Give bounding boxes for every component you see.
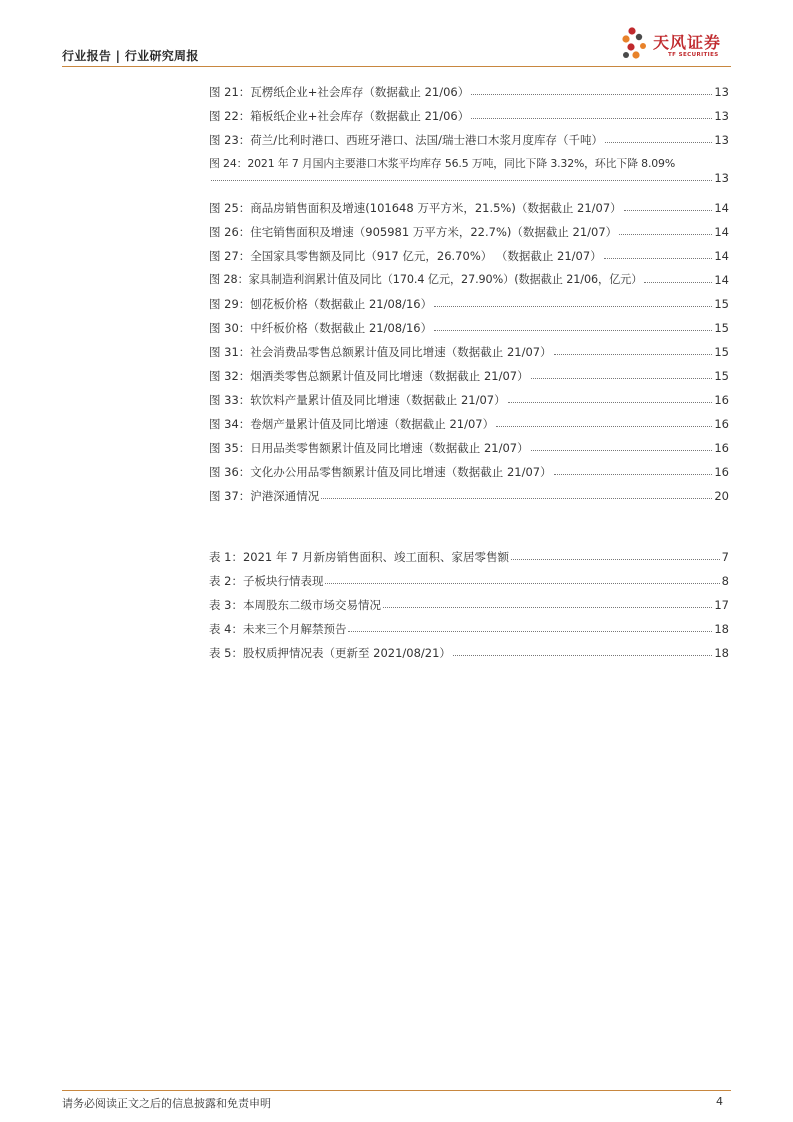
toc-entry-page: 14 (714, 249, 729, 263)
toc-entry-label: 图 35：日用品类零售额累计值及同比增速（数据截止 21/07） (209, 441, 529, 455)
toc-entry-label: 图 25：商品房销售面积及增速(101648 万平方米，21.5%)（数据截止 21/07） (209, 201, 622, 215)
dot-leader (496, 426, 712, 427)
toc-entry[interactable] (209, 123, 729, 147)
toc-entry-page: 14 (714, 225, 729, 239)
dot-leader (508, 402, 713, 403)
toc-entry-label: 图 23：荷兰/比利时港口、西班牙港口、法国/瑞士港口木浆月度库存（千吨） (209, 133, 604, 147)
toc-entry[interactable] (209, 263, 729, 287)
toc-entry[interactable] (209, 588, 729, 612)
logo-petal (636, 34, 642, 40)
toc-entry-label: 图 33：软饮料产量累计值及同比增速（数据截止 21/07） (209, 393, 506, 407)
toc-entry[interactable] (209, 455, 729, 479)
dot-leader (511, 559, 720, 560)
toc-entry[interactable] (209, 215, 729, 239)
page-number: 4 (716, 1095, 723, 1108)
figure-list (209, 75, 729, 503)
toc-entry[interactable] (209, 335, 729, 359)
toc-entry-page: 20 (714, 489, 729, 503)
toc-entry-label: 图 26：住宅销售面积及增速（905981 万平方米，22.7%)（数据截止 21/07） (209, 225, 618, 239)
toc-entry[interactable] (209, 479, 729, 503)
toc-entry-page: 16 (714, 417, 729, 431)
toc-entry-page: 17 (714, 598, 729, 612)
toc-entry-page: 15 (714, 297, 729, 311)
toc-entry-page: 13 (714, 171, 729, 185)
toc-entry[interactable] (209, 99, 729, 123)
toc-entry[interactable] (209, 612, 729, 636)
dot-leader (624, 210, 713, 211)
dot-leader (453, 655, 712, 656)
toc-entry-page: 13 (714, 85, 729, 99)
toc-entry[interactable] (209, 147, 729, 171)
logo-petal (622, 35, 629, 42)
toc-entry-page: 8 (721, 574, 729, 588)
dot-leader (325, 583, 719, 584)
dot-leader (619, 234, 712, 235)
toc-entry-page: 13 (714, 109, 729, 123)
toc-entry-label: 表 2：子板块行情表现 (209, 574, 324, 588)
toc-entry-page: 15 (714, 345, 729, 359)
toc-entry-page: 16 (714, 465, 729, 479)
toc-entry[interactable] (209, 407, 729, 431)
toc-entry-page: 13 (714, 133, 729, 147)
toc-entry-label: 表 1：2021 年 7 月新房销售面积、竣工面积、家居零售额 (209, 550, 510, 564)
toc-entry-label: 图 24：2021 年 7 月国内主要港口木浆平均库存 56.5 万吨，同比下降 3.32%，环比下降 8.09% (209, 157, 676, 170)
toc-entry-continuation[interactable] (209, 171, 729, 191)
logo-petal (640, 43, 646, 49)
toc-entry[interactable] (209, 383, 729, 407)
dot-leader (531, 450, 713, 451)
logo-petal (632, 51, 639, 58)
dot-leader (554, 474, 713, 475)
toc-entry-page: 18 (714, 646, 729, 660)
toc-entry[interactable] (209, 431, 729, 455)
dot-leader (531, 378, 713, 379)
dot-leader (434, 330, 712, 331)
footer-divider (62, 1090, 731, 1091)
toc-entry[interactable] (209, 287, 729, 311)
logo-chinese-name: 天风证券 (653, 33, 722, 52)
logo-petal (627, 43, 634, 50)
toc-entry-label: 图 28：家具制造利润累计值及同比（170.4 亿元，27.90%）(数据截止 21/06，亿元） (209, 273, 643, 286)
toc-entry-label: 图 32：烟酒类零售总额累计值及同比增速（数据截止 21/07） (209, 369, 529, 383)
toc-entry[interactable] (209, 359, 729, 383)
toc-entry-page: 15 (714, 321, 729, 335)
toc-entry-label: 表 3：本周股东二级市场交易情况 (209, 598, 381, 612)
toc-entry-page: 16 (714, 441, 729, 455)
toc-entry-page: 14 (714, 201, 729, 215)
logo-petal (623, 52, 629, 58)
toc-entry[interactable] (209, 311, 729, 335)
toc-entry-page: 18 (714, 622, 729, 636)
toc-entry-page: 14 (714, 273, 729, 287)
dot-leader (211, 180, 712, 181)
dot-leader (471, 118, 712, 119)
toc-entry[interactable] (209, 540, 729, 564)
dot-leader (383, 607, 712, 608)
dot-leader (604, 258, 713, 259)
logo-petal (628, 27, 635, 34)
toc-entry-page: 15 (714, 369, 729, 383)
toc-entry-label: 图 29：刨花板价格（数据截止 21/08/16） (209, 297, 433, 311)
toc-entry[interactable] (209, 191, 729, 215)
toc-entry-page: 7 (721, 550, 729, 564)
toc-entry-label: 图 34：卷烟产量累计值及同比增速（数据截止 21/07） (209, 417, 495, 431)
dot-leader (644, 282, 712, 283)
toc-entry-label: 图 22：箱板纸企业+社会库存（数据截止 21/06） (209, 109, 470, 123)
logo-english-name: TF SECURITIES (668, 52, 719, 58)
dot-leader (321, 498, 712, 499)
dot-leader (348, 631, 712, 632)
toc-entry[interactable] (209, 75, 729, 99)
toc-entry[interactable] (209, 239, 729, 263)
toc-entry-label: 图 37：沪港深通情况 (209, 489, 320, 503)
header-divider (62, 66, 731, 67)
report-type-title: 行业报告 | 行业研究周报 (62, 49, 199, 63)
footer-disclaimer: 请务必阅读正文之后的信息披露和免责申明 (62, 1097, 271, 1110)
toc-entry-label: 图 36：文化办公用品零售额累计值及同比增速（数据截止 21/07） (209, 465, 552, 479)
toc-entry[interactable] (209, 636, 729, 660)
toc-entry-label: 图 27：全国家具零售额及同比（917 亿元，26.70%） （数据截止 21/07） (209, 249, 602, 263)
toc-entry[interactable] (209, 564, 729, 588)
dot-leader (605, 142, 712, 143)
dot-leader (434, 306, 712, 307)
table-list (209, 540, 729, 660)
toc-entry-label: 图 21：瓦楞纸企业+社会库存（数据截止 21/06） (209, 85, 470, 99)
dot-leader (554, 354, 713, 355)
toc-entry-label: 表 5：股权质押情况表（更新至 2021/08/21） (209, 646, 451, 660)
toc-entry-label: 表 4：未来三个月解禁预告 (209, 622, 347, 636)
toc-entry-page: 16 (714, 393, 729, 407)
toc-entry-label: 图 30：中纤板价格（数据截止 21/08/16） (209, 321, 433, 335)
dot-leader (471, 94, 712, 95)
toc-entry-label: 图 31：社会消费品零售总额累计值及同比增速（数据截止 21/07） (209, 345, 552, 359)
